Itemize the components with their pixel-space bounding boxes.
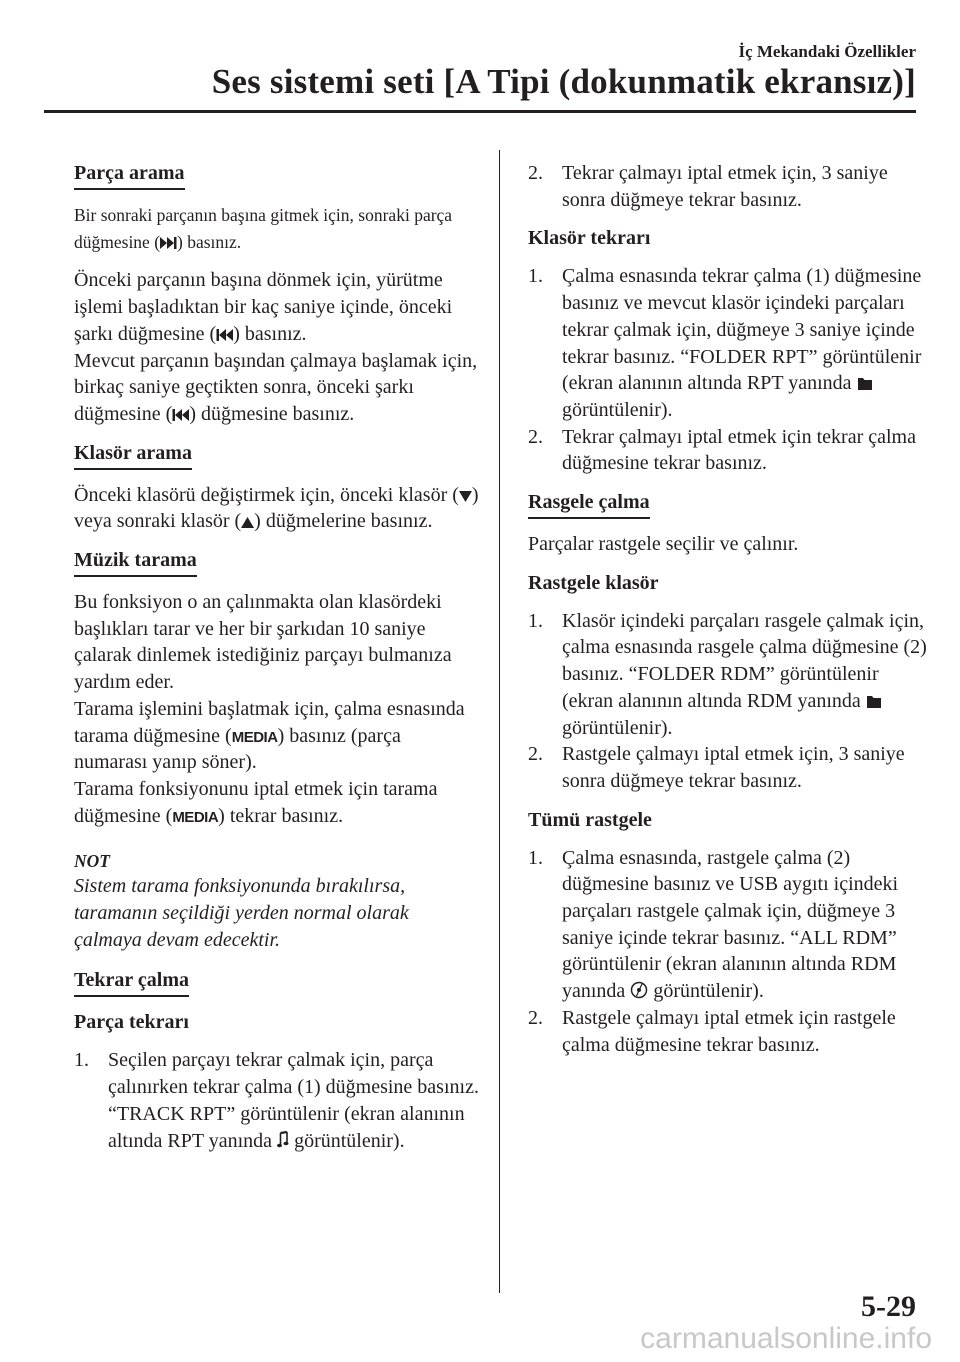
heading-parca-arama: Parça arama bbox=[74, 160, 479, 190]
page-number: 5-29 bbox=[861, 1290, 916, 1323]
list-item: 2. Tekrar çalmayı iptal etmek için tekrar çalma düğmesine tekrar basınız. bbox=[528, 425, 916, 475]
note-title: NOT bbox=[74, 851, 110, 872]
list-item: 1. Seçilen parçayı tekrar çalmak için, parça çalınırken tekrar çalma (1) düğmesine basınız. “TRACK RPT” görüntülenir (ekran alanının altında RPT yanında görüntülenir). bbox=[74, 1049, 479, 1152]
list-item: 1. Çalma esnasında tekrar çalma (1) düğmesine basınız ve mevcut klasör içindeki parçaları tekrar çalmak için, düğmeye 3 saniye içinde tekrar basınız. “FOLDER RPT” görüntülenir (ekran alanının altında RPT yanında görüntülenir). bbox=[528, 265, 922, 421]
heading-muzik-tarama: Müzik tarama bbox=[74, 547, 479, 577]
heading-parca-tekrari: Parça tekrarı bbox=[74, 1011, 189, 1034]
left-column bbox=[74, 160, 479, 1166]
up-triangle-icon bbox=[241, 516, 254, 529]
media-button-icon: MEDIA bbox=[231, 728, 278, 746]
section-label: İç Mekandaki Özellikler bbox=[738, 42, 916, 61]
list-item: 1. Çalma esnasında, rastgele çalma (2) düğmesine basınız ve USB aygıtı içindeki parçaları rastgele çalmak için, düğmeye 3 saniye içinde tekrar basınız. “ALL RDM” görüntülenir (ekran alanının altında RDM yanında görüntülenir). bbox=[528, 846, 899, 1003]
paragraph-scan-cancel: Tarama fonksiyonunu iptal etmek için tarama düğmesine (MEDIA) tekrar basınız. bbox=[74, 777, 438, 827]
disc-icon bbox=[630, 981, 648, 999]
list-item: 1. Klasör içindeki parçaları rasgele çalmak için, çalma esnasında rasgele çalma düğmesine (2) basınız. “FOLDER RDM” görüntülenir (ekran alanının altında RDM yanında görüntülenir). bbox=[528, 609, 927, 739]
paragraph-folder-search: Önceki klasörü değiştirmek için, önceki klasör ( ) veya sonraki klasör ( ) düğmelerine basınız. bbox=[74, 483, 479, 533]
list-folder-repeat bbox=[528, 263, 933, 477]
heading-tumu-rastgele: Tümü rastgele bbox=[528, 808, 652, 831]
list-item: 2. Tekrar çalmayı iptal etmek için, 3 saniye sonra düğmeye tekrar basınız. bbox=[528, 162, 888, 211]
paragraph-next-track: Bir sonraki parçanın başına gitmek için, sonraki parça düğmesine ( ) basınız. bbox=[74, 205, 453, 252]
music-note-icon bbox=[277, 1131, 289, 1149]
note-text: Sistem tarama fonksiyonunda bırakılırsa, taramanın seçildiği yerden normal olarak çalmaya devam edecektir. bbox=[74, 875, 409, 951]
down-triangle-icon bbox=[459, 490, 472, 503]
previous-track-icon bbox=[216, 328, 233, 342]
heading-rastgele-klasor: Rastgele klasör bbox=[528, 571, 659, 594]
previous-track-icon bbox=[172, 408, 189, 422]
column-divider bbox=[499, 150, 500, 1293]
folder-icon bbox=[866, 693, 882, 709]
list-track-repeat bbox=[74, 1047, 479, 1154]
paragraph-prev-track: Önceki parçanın başına dönmek için, yürütme işlemi başladıktan bir kaç saniye içinde, önceki şarkı düğmesine ( ) basınız. bbox=[74, 269, 453, 345]
heading-klasor-tekrari: Klasör tekrarı bbox=[528, 227, 651, 250]
list-item: 2. Rastgele çalmayı iptal etmek için rastgele çalma düğmesine tekrar basınız. bbox=[528, 1006, 896, 1056]
media-button-icon: MEDIA bbox=[172, 808, 219, 826]
list-item: 2. Rastgele çalmayı iptal etmek için, 3 saniye sonra düğmeye tekrar basınız. bbox=[528, 743, 905, 792]
list-all-random bbox=[528, 845, 933, 1059]
heading-klasor-arama: Klasör arama bbox=[74, 440, 479, 470]
list-track-repeat-cont bbox=[528, 160, 933, 213]
paragraph-restart-track: Mevcut parçanın başından çalmaya başlamak için, birkaç saniye geçtikten sonra, önceki şarkı düğmesine ( ) düğmesine basınız. bbox=[74, 349, 478, 425]
folder-icon bbox=[857, 375, 873, 391]
right-column bbox=[528, 160, 933, 1070]
list-folder-random bbox=[528, 608, 933, 795]
heading-tekrar-calma: Tekrar çalma bbox=[74, 967, 479, 997]
paragraph-random: Parçalar rastgele seçilir ve çalınır. bbox=[528, 533, 799, 556]
heading-rasgele-calma: Rasgele çalma bbox=[528, 489, 933, 519]
paragraph-scan-start: Tarama işlemini başlatmak için, çalma esnasında tarama düğmesine (MEDIA) basınız (parça numarası yanıp söner). bbox=[74, 697, 465, 774]
paragraph-scan-intro: Bu fonksiyon o an çalınmakta olan klasördeki başlıkları tarar ve her bir şarkıdan 10 saniye çalarak dinlemek istediğiniz parçayı bulmanıza yardım eder. bbox=[74, 591, 452, 694]
header-rule bbox=[44, 110, 916, 113]
next-track-icon bbox=[160, 236, 177, 250]
page-title: Ses sistemi seti [A Tipi (dokunmatik ekransız)] bbox=[211, 62, 916, 101]
watermark: carmanualsonline.info bbox=[640, 1322, 932, 1355]
